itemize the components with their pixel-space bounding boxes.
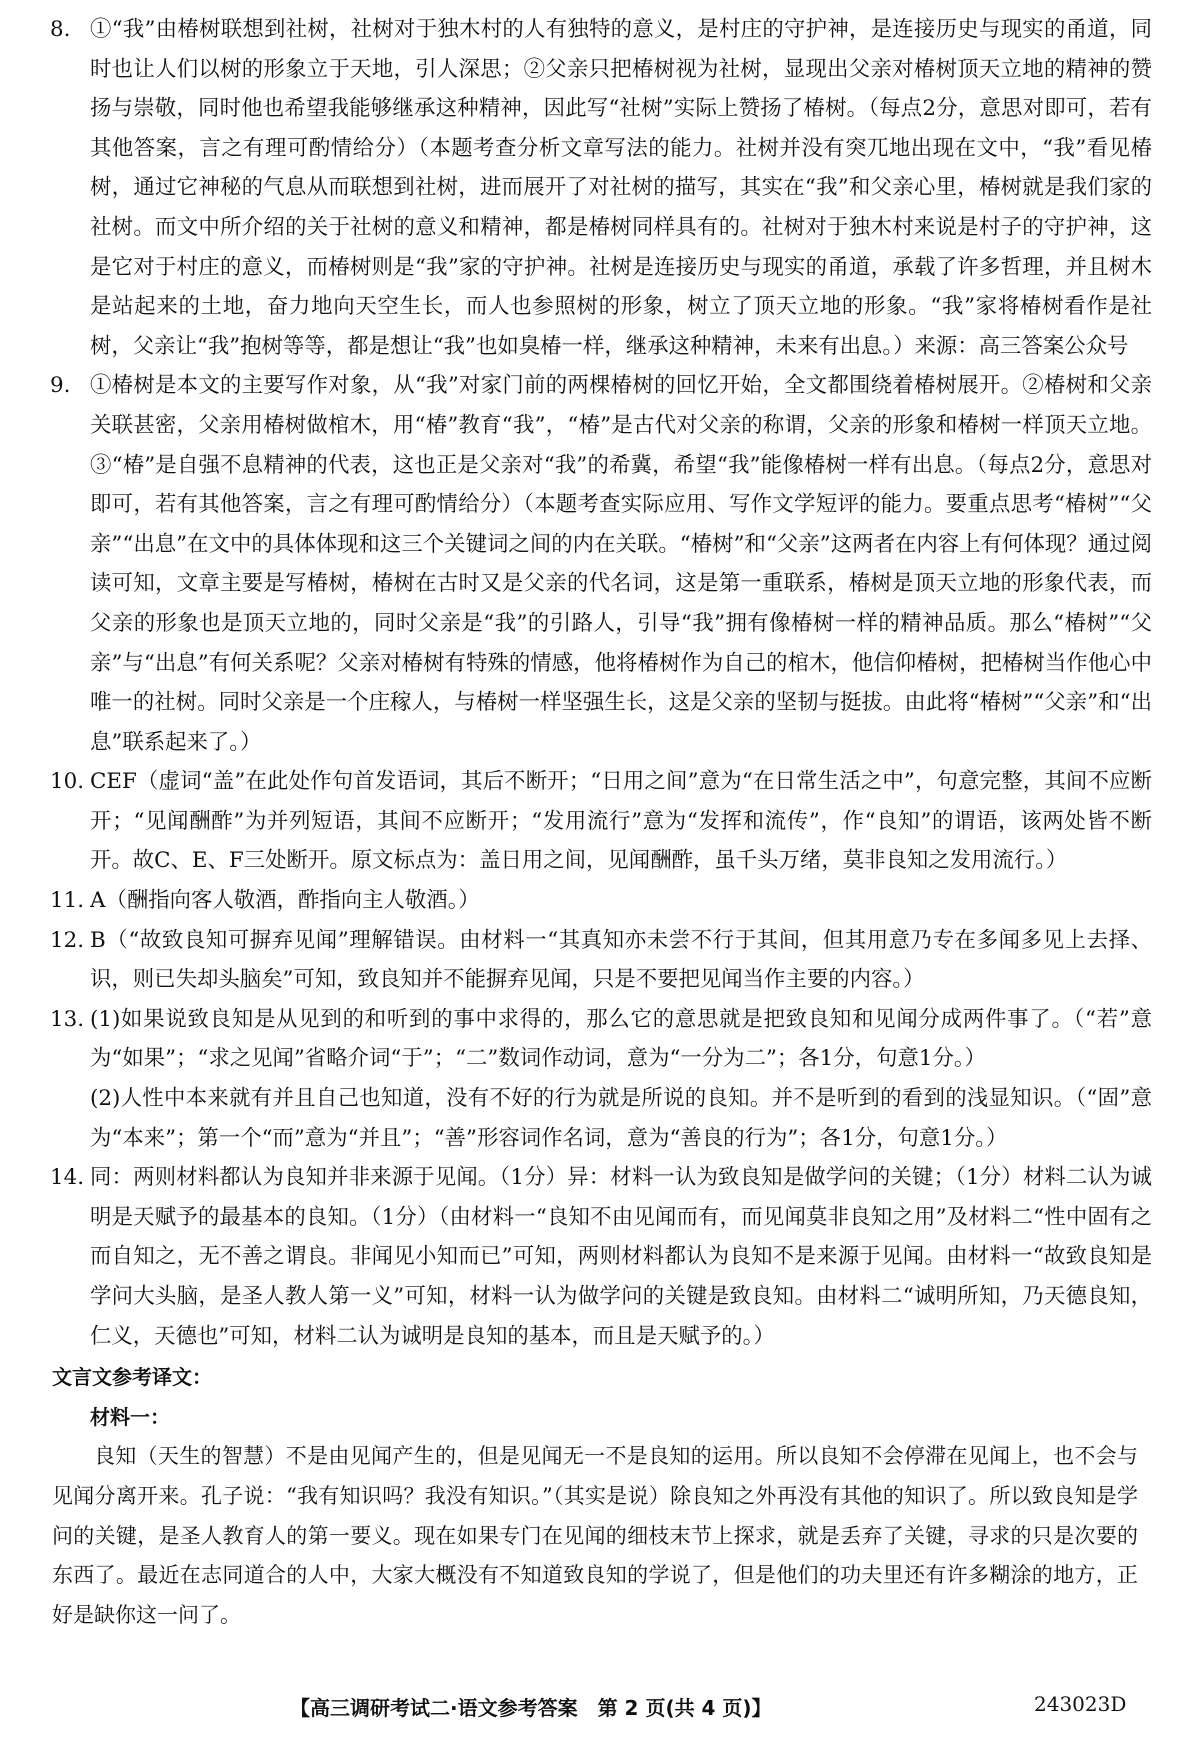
item-number: 8. xyxy=(50,17,71,42)
answer-content xyxy=(52,10,1152,1635)
item-number: 12. xyxy=(50,927,85,953)
answer-item-11 xyxy=(52,881,1152,921)
item-number: 9. xyxy=(50,373,71,399)
item-number: 14. xyxy=(50,1165,85,1191)
item-text: A（酬指向客人敬酒，酢指向主人敬酒。） xyxy=(90,888,480,914)
translation-paragraph: 良知（天生的智慧）不是由见闻产生的，但是见闻无一不是良知的运用。所以良知不会停滞在见闻上，也不会与见闻分离开来。孔子说：“我有知识吗？我没有知识。”（其实是说）除良知之外再没有其他的知识了。所以致良知是学问的关键，是圣人教育人的第一要义。现在如果专门在见闻的细枝末节上探求，就是丢弃了关键，寻求的只是次要的东西了。最近在志同道合的人中，大家大概没有不知道致良知的学说了，但是他们的功夫里还有许多糊涂的地方，正好是缺你这一问了。 xyxy=(52,1444,1138,1627)
item-text: ①“我”由椿树联想到社树，社树对于独木村的人有独特的意义，是村庄的守护神，是连接历史与现实的甬道，同时也让人们以树的形象立于天地，引人深思；②父亲只把椿树视为社树，显现出父亲对椿树顶天立地的精神的赞扬与崇敬，同时他也希望我能够继承这种精神，因此写“社树”实际上赞扬了椿树。（每点2分，意思对即可，若有其他答案，言之有理可酌情给分）（本题考查分析文章写法的能力。社树并没有突兀地出现在文中，“我”看见椿树，通过它神秘的气息从而联想到社树，进而展开了对社树的描写，其实在“我”和父亲心里，椿树就是我们家的社树。而文中所介绍的关于社树的意义和精神，都是椿树同样具有的。社树对于独木村来说是村子的守护神，这是它对于村庄的意义，而椿树则是“我”家的守护神。社树是连接历史与现实的甬道，承载了许多哲理，并且树木是站起来的土地，奋力地向天空生长，而人也参照树的形象，树立了顶天立地的形象。“我”家将椿树看作是社树，父亲让“我”抱树等等，都是想让“我”也如臭椿一样，继承这种精神，未来有出息。）来源：高三答案公众号 xyxy=(90,17,1152,359)
item-text: CEF（虚词“盖”在此处作句首发语词，其后不断开；“日用之间”意为“在日常生活之中”，句意完整，其间不应断开；“见闻酬酢”为并列短语，其间不应断开；“发用流行”意为“发挥和流传”，作“良知”的谓语，该两处皆不断开。故C、E、F三处断开。原文标点为：盖日用之间，见闻酬酢，虽千头万绪，莫非良知之发用流行。） xyxy=(90,769,1152,874)
item-text: B（“故致良知可摒弃见闻”理解错误。由材料一“其真知亦未尝不行于其间，但其用意乃专在多闻多见上去择、识，则已失却头脑矣”可知，致良知并不能摒弃见闻，只是不要把见闻当作主要的内容。） xyxy=(90,927,1152,993)
translation-heading: 文言文参考译文： xyxy=(52,1365,212,1390)
item-number: 13. xyxy=(50,1006,85,1032)
answer-item-13 xyxy=(52,1000,1152,1158)
item-text: 同：两则材料都认为良知并非来源于见闻。（1分）异：材料一认为致良知是做学问的关键；（1分）材料二认为诚明是天赋予的最基本的良知。（1分）（由材料一“良知不由见闻而有，而见闻莫非良知之用”及材料二“性中固有之而自知之，无不善之谓良。非闻见小知而已”可知，两则材料都认为良知不是来源于见闻。由材料一“故致良知是学问大头脑，是圣人教人第一义”可知，材料一认为做学问的关键是致良知。由材料二“诚明所知，乃天德良知，仁义，天德也”可知，材料二认为诚明是良知的基本，而且是天赋予的。） xyxy=(90,1165,1152,1349)
answer-item-14 xyxy=(52,1158,1152,1356)
footer-code: 243023D xyxy=(1034,1692,1127,1716)
footer-title: 【高三调研考试二·语文参考答案 第 2 页(共 4 页)】 xyxy=(290,1696,772,1720)
item-text-part-2: (2)人性中本来就有并且自己也知道，没有不好的行为就是所说的良知。并不是听到的看到的浅显知识。（“固”意为“本来”；第一个“而”意为“并且”；“善”形容词作名词，意为“善良的行为”；各1分，句意1分。） xyxy=(90,1086,1152,1151)
answer-item-8 xyxy=(52,10,1152,366)
item-number: 10. xyxy=(50,769,85,795)
translation-subheading: 材料一： xyxy=(90,1404,170,1429)
answer-item-9 xyxy=(52,366,1152,762)
page-footer xyxy=(0,1692,1200,1732)
item-text-part-1: (1)如果说致良知是从见到的和听到的事中求得的，那么它的意思就是把致良知和见闻分成两件事了。（“若”意为“如果”；“求之见闻”省略介词“于”；“二”数词作动词，意为“一分为二”；各1分，句意1分。） xyxy=(90,1006,1152,1072)
item-text: ①椿树是本文的主要写作对象，从“我”对家门前的两棵椿树的回忆开始，全文都围绕着椿树展开。②椿树和父亲关联甚密，父亲用椿树做棺木，用“椿”教育“我”，“椿”是古代对父亲的称谓，父亲的形象和椿树一样顶天立地。③“椿”是自强不息精神的代表，这也正是父亲对“我”的希冀，希望“我”能像椿树一样有出息。（每点2分，意思对即可，若有其他答案，言之有理可酌情给分）（本题考查实际应用、写作文学短评的能力。要重点思考“椿树”“父亲”“出息”在文中的具体体现和这三个关键词之间的内在关联。“椿树”和“父亲”这两者在内容上有何体现？通过阅读可知，文章主要是写椿树，椿树在古时又是父亲的代名词，这是第一重联系，椿树是顶天立地的形象代表，而父亲的形象也是顶天立地的，同时父亲是“我”的引路人，引导“我”拥有像椿树一样的精神品质。那么“椿树”“父亲”与“出息”有何关系呢？父亲对椿树有特殊的情感，他将椿树作为自己的棺木，他信仰椿树，把椿树当作他心中唯一的社树。同时父亲是一个庄稼人，与椿树一样坚强生长，这是父亲的坚韧与挺拔。由此将“椿树”“父亲”和“出息”联系起来了。） xyxy=(90,373,1152,755)
item-number: 11. xyxy=(50,888,85,914)
answer-item-12 xyxy=(52,921,1152,1000)
answer-item-10 xyxy=(52,762,1152,881)
